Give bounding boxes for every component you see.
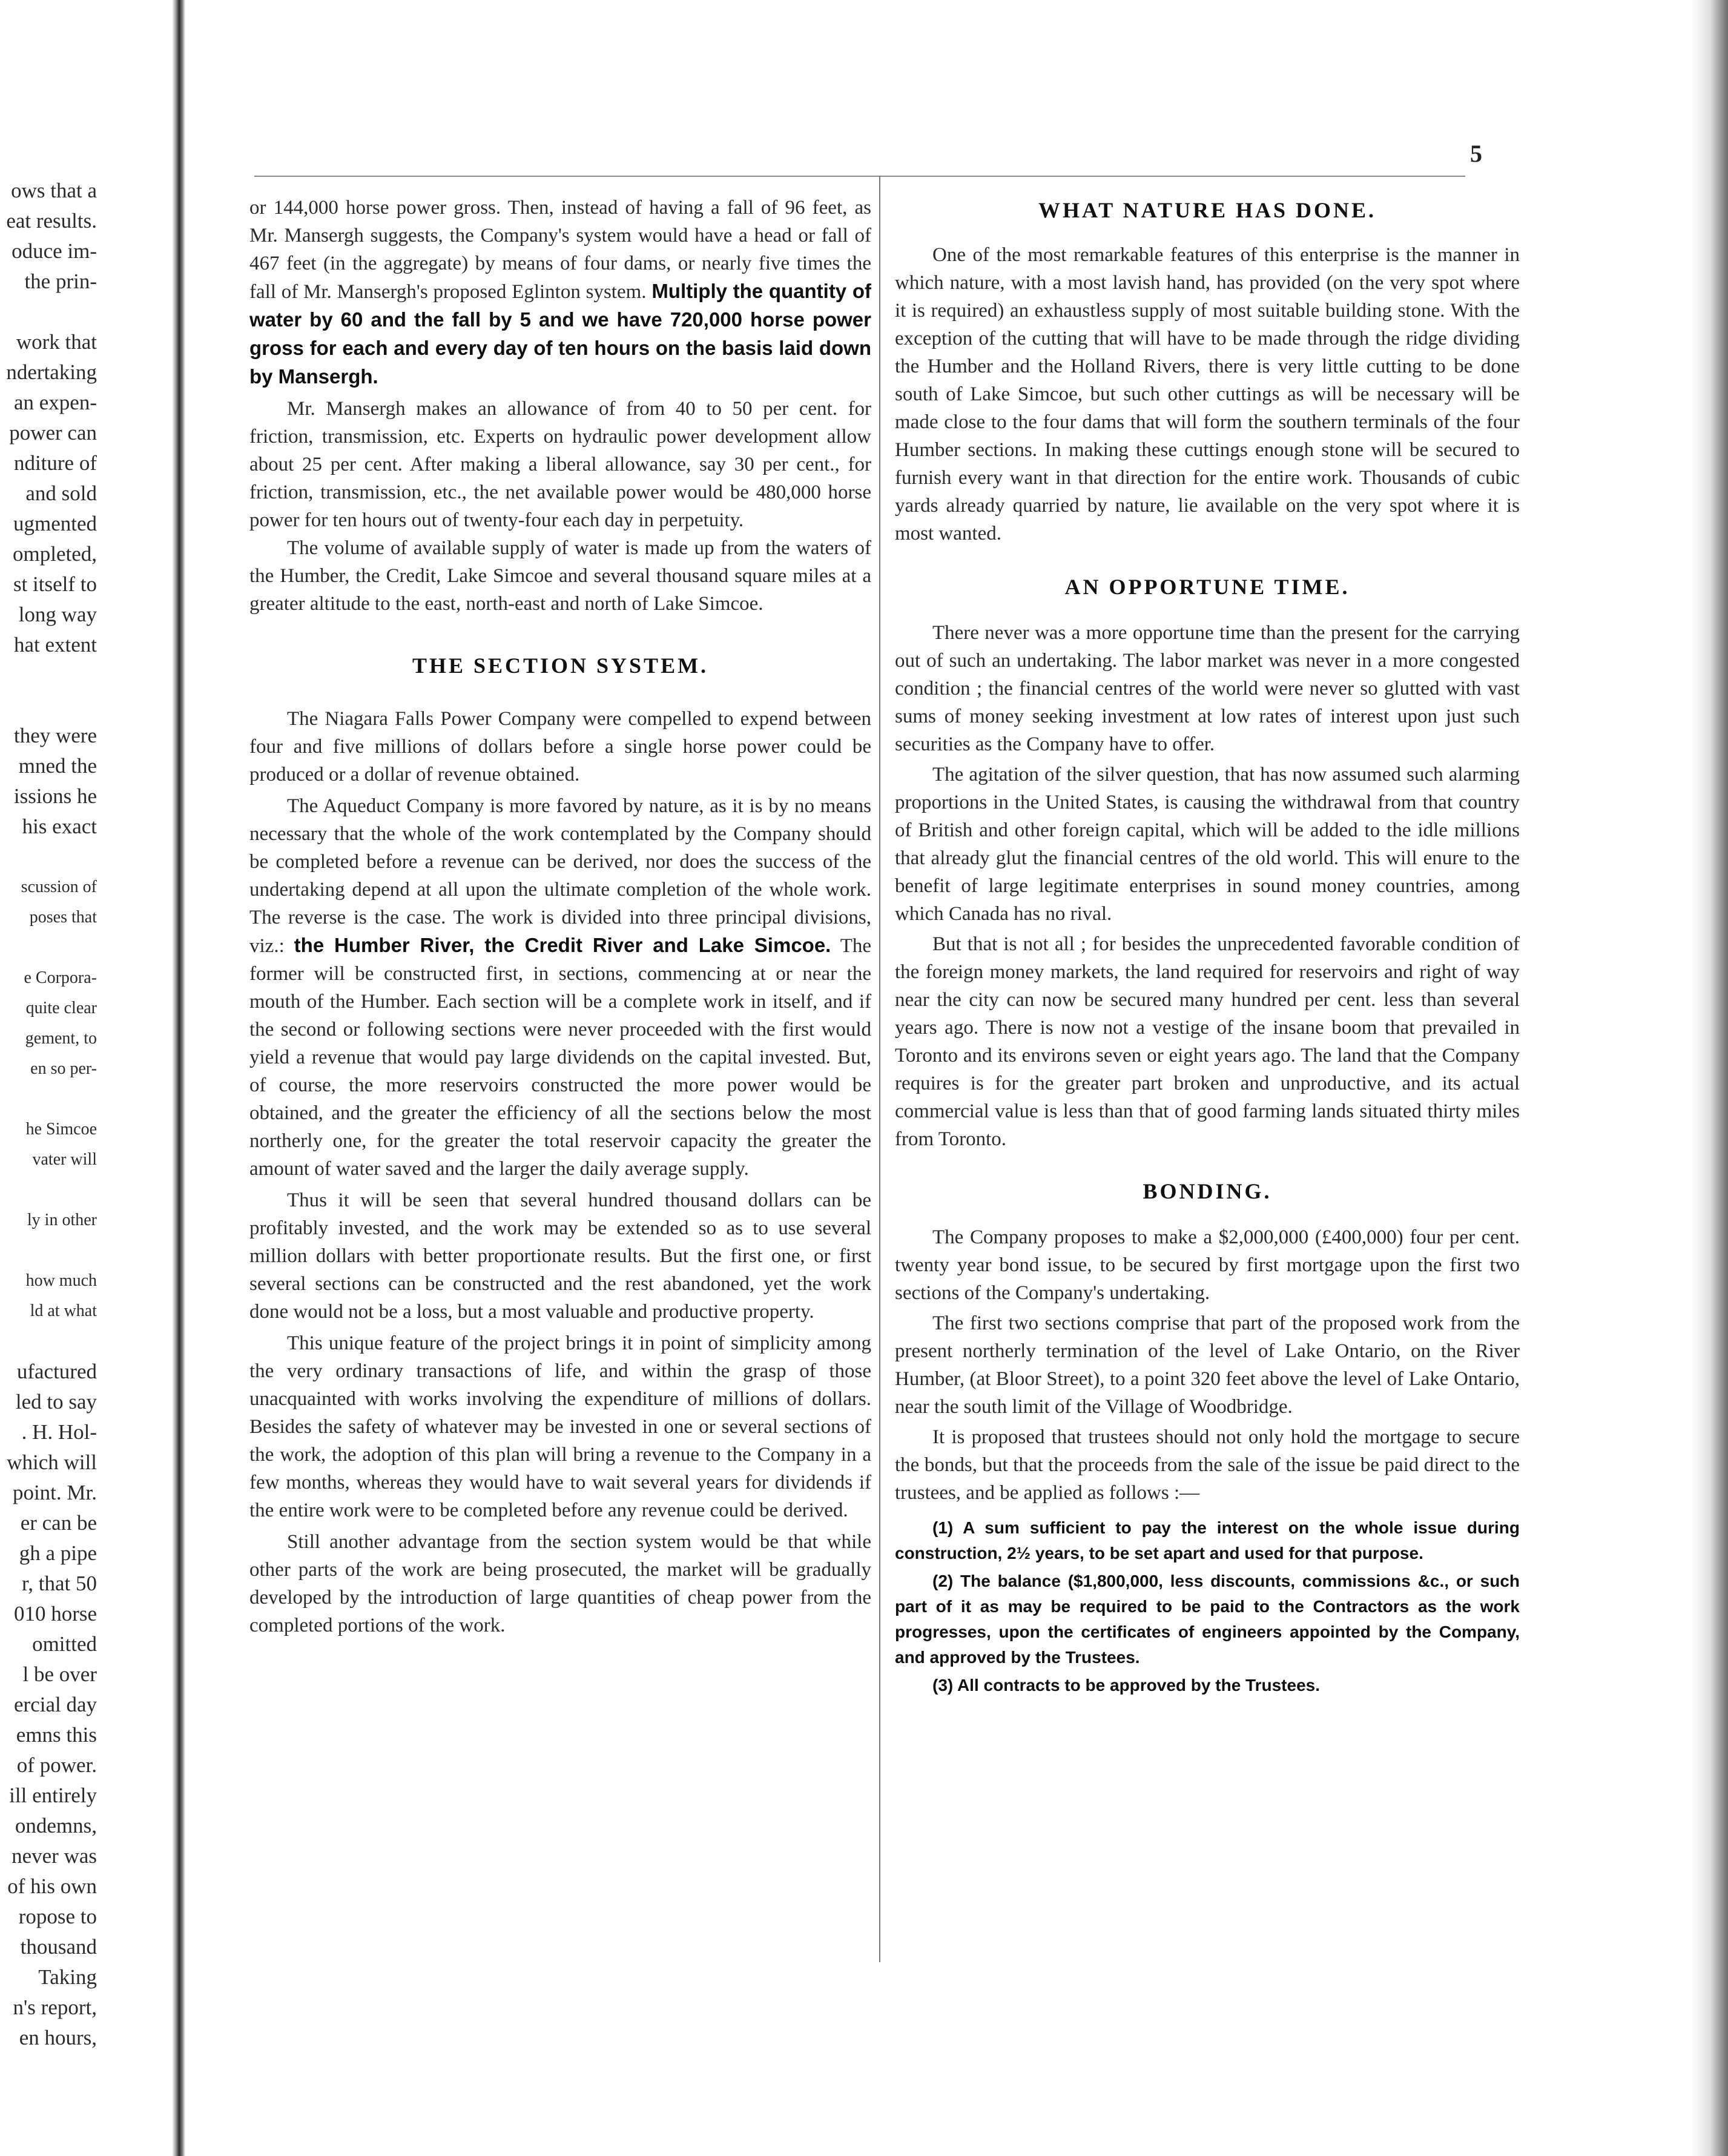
paragraph: The first two sections comprise that part of the proposed work from the present northerly termination of the level of Lake Ontario, on the River Humber, (at Bloor Street), to a point 320 feet above the level of Lake Ontario, near the south limit of the Village of Woodbridge.: [895, 1312, 1520, 1418]
fragment-line: [0, 1084, 97, 1114]
fragment-line: work that: [16, 330, 97, 354]
application-list: [895, 1515, 1520, 1698]
paragraph: Thus it will be seen that several hundred thousand dollars can be profitably invested, and the work may be extended so as to use several million dollars with better proportionate results. But the first one, or first several sections can be constructed and the rest abandoned, yet the work done would not be a loss, but a most valuable and productive property.: [249, 1189, 871, 1323]
fragment-line: er can be: [20, 1511, 97, 1535]
fragment-line: emns this: [16, 1723, 97, 1747]
section-heading: THE SECTION SYSTEM.: [412, 653, 709, 678]
header-rule: [254, 176, 1465, 177]
fragment-line: oduce im-: [12, 239, 97, 263]
fragment-line: [0, 1235, 97, 1266]
fragment-line: thousand: [20, 1935, 97, 1959]
fragment-line: [0, 660, 97, 690]
text-run: or 144,000 horse power gross. Then, instead of having a fall of 96 feet, as Mr. Mansergh suggests, the Company's system would have a head or fall of 467 feet (in the aggregate) by means of four dams, or nearly five times the fall of Mr. Mansergh's proposed Eglinton system.: [249, 197, 871, 303]
page-number: 5: [1470, 140, 1482, 167]
fragment-line: how much: [25, 1271, 97, 1290]
section-heading: BONDING.: [1143, 1179, 1272, 1203]
fragment-line: ompleted,: [13, 542, 97, 566]
fragment-line: never was: [12, 1844, 97, 1868]
section-heading: WHAT NATURE HAS DONE.: [1038, 198, 1377, 222]
fragment-line: [0, 297, 97, 327]
fragment-line: ugmented: [13, 512, 97, 535]
column-rule: [879, 176, 880, 1962]
fragment-line: omitted: [32, 1632, 97, 1656]
fragment-line: [0, 933, 97, 963]
fragment-line: 010 horse: [13, 1602, 97, 1625]
fragment-line: quite clear: [25, 999, 97, 1017]
text-run: The former will be constructed first, in sections, commencing at or near the mouth of the Humber. Each section will be a complete work in itself, and if the second or following sections were never proceeded with the first would yield a revenue that would pay large dividends on the capital invested. But, of course, the more reservoirs constructed the more power would be obtained, and the greater the efficiency of all the sections below the most northerly one, for the greater the total reservoir capacity the greater the amount of water saved and the larger the daily average supply.: [249, 935, 872, 1180]
emphasis-text: the Humber River, the Credit River and Lake Simcoe.: [294, 934, 831, 956]
fragment-line: mned the: [18, 754, 97, 778]
fragment-line: of his own: [7, 1874, 97, 1898]
fragment-line: his exact: [22, 815, 97, 838]
fragment-line: gement, to: [25, 1029, 97, 1048]
paragraph: The agitation of the silver question, that has now assumed such alarming proportions in the United States, is causing the withdrawal from that country of British and other foreign capital, which will be added to the idle millions that already glut the financial centres of the old world. This will enure to the benefit of large legitimate enterprises in sound money countries, among which Canada has no rival.: [895, 764, 1520, 925]
fragment-line: [0, 690, 97, 721]
fragment-line: ndertaking: [6, 360, 97, 384]
fragment-line: ld at what: [30, 1301, 97, 1320]
paragraph: [249, 194, 871, 391]
fragment-line: which will: [7, 1450, 97, 1474]
paragraph: There never was a more opportune time than the present for the carrying out of such an undertaking. The labor market was never in a more congested condition ; the financial centres of the world were never so glutted with vast sums of money seeking investment at low rates of interest upon just such securities as the Company have to offer.: [895, 622, 1520, 755]
fragment-line: scussion of: [21, 878, 97, 896]
fragment-line: vater will: [32, 1150, 97, 1169]
fragment-line: l be over: [22, 1662, 97, 1686]
emphasis-text: Multiply the quantity of water by 60 and the fall by 5 and we have 720,000 horse power gross for each and every day of ten hours on the basis laid down by Mansergh.: [249, 280, 871, 388]
fragment-line: eat results.: [6, 209, 97, 233]
fragment-line: and sold: [25, 481, 97, 505]
paragraph: One of the most remarkable features of this enterprise is the manner in which nature, with a most lavish hand, has provided (on the very spot where it is required) an exhaustless supply of most suitable building stone. With the exception of the cutting that will have to be made through the ridge dividing the Humber and the Holland Rivers, there is very little cutting to be done south of Lake Simcoe, but such other cuttings as will be necessary will be made close to the four dams that will form the southern terminals of the four Humber sections. In making these cuttings enough stone will be secured to furnish every want in that direction for the entire work. Thousands of cubic yards already quarried by nature, lie available on the very spot where it is most wanted.: [895, 244, 1520, 544]
fragment-line: en so per-: [30, 1059, 97, 1078]
paragraph: This unique feature of the project brings it in point of simplicity among the very ordinary transactions of life, and within the grasp of those unacquainted with works involving the expenditure of millions of dollars. Besides the safety of whatever may be invested in one or several sections of the work, the adoption of this plan will bring a revenue to the Company in a few months, whereas they would have to wait several years for dividends if the entire work were to be completed before any revenue could be derived.: [249, 1332, 871, 1521]
paragraph: Still another advantage from the section system would be that while other parts of the work are being prosecuted, the market will be gradually developed by the introduction of large quantities of cheap power from the completed portions of the work.: [249, 1531, 871, 1636]
fragment-line: n's report,: [13, 1996, 97, 2019]
paragraph: The volume of available supply of water is made up from the waters of the Humber, the Credit, Lake Simcoe and several thousand square miles at a greater altitude to the east, north-east and north of Lake Simcoe.: [249, 537, 871, 615]
column-2: [895, 194, 1520, 1698]
paragraph: The Niagara Falls Power Company were compelled to expend between four and five millions of dollars before a single horse power could be produced or a dollar of revenue obtained.: [249, 708, 871, 785]
binding-gutter: [172, 0, 185, 2156]
fragment-line: led to say: [15, 1390, 97, 1414]
fragment-line: point. Mr.: [12, 1481, 97, 1504]
list-item: (2) The balance ($1,800,000, less discounts, commissions &c., or such part of it as may be required to be paid to the Contractors as the work progresses, upon the certificates of engineers appointed by the Company, and approved by the Trustees.: [895, 1572, 1520, 1667]
fragment-line: nditure of: [13, 451, 97, 475]
fragment-line: Taking: [38, 1965, 97, 1989]
fragment-line: ows that a: [11, 179, 97, 202]
fragment-line: hat extent: [13, 633, 97, 656]
fragment-line: the prin-: [24, 270, 97, 293]
fragment-line: en hours,: [19, 2026, 97, 2049]
fragment-line: gh a pipe: [19, 1541, 97, 1565]
fragment-line: ly in other: [27, 1211, 97, 1229]
fragment-line: r, that 50: [22, 1572, 97, 1595]
fragment-line: they were: [13, 724, 97, 747]
list-item: (3) All contracts to be approved by the Trustees.: [932, 1676, 1320, 1695]
fragment-line: ondemns,: [15, 1814, 97, 1837]
fragment-line: ercial day: [14, 1693, 97, 1716]
fragment-line: power can: [9, 421, 97, 445]
fragment-line: an expen-: [13, 391, 97, 414]
text-run: The Aqueduct Company is more favored by nature, as it is by no means necessary that the whole of the work contemplated by the Company should be completed before a revenue can be derived, nor does the success of the undertaking depend at all upon the ultimate completion of the whole work. The reverse is the case. The work is divided into three principal divisions, viz.:: [249, 795, 871, 957]
fragment-line: . H. Hol-: [21, 1420, 97, 1444]
fragment-line: he Simcoe: [25, 1120, 97, 1139]
paragraph: The Company proposes to make a $2,000,000 (£400,000) four per cent. twenty year bond issue, to be secured by first mortgage upon the first two sections of the Company's undertaking.: [895, 1226, 1520, 1304]
paragraph: Mr. Mansergh makes an allowance of from 40 to 50 per cent. for friction, transmission, etc. Experts on hydraulic power development allow about 25 per cent. After making a liberal allowance, say 30 per cent., for friction, transmission, etc., the net available power would be 480,000 horse power for ten hours out of twenty-four each day in perpetuity.: [249, 398, 871, 531]
fragment-line: poses that: [29, 908, 97, 927]
left-page-fragment: [0, 176, 97, 2053]
fragment-line: st itself to: [13, 572, 97, 596]
fragment-line: [0, 842, 97, 872]
page-edge-shadow: [1692, 0, 1728, 2156]
section-heading: AN OPPORTUNE TIME.: [1064, 575, 1350, 599]
fragment-line: issions he: [13, 784, 97, 808]
paragraph: [249, 792, 871, 1183]
list-item: (1) A sum sufficient to pay the interest on the whole issue during construction, 2½ years, to be set apart and used for that purpose.: [895, 1518, 1520, 1562]
fragment-line: long way: [18, 603, 97, 626]
fragment-line: ufactured: [16, 1360, 97, 1383]
fragment-line: ill entirely: [9, 1784, 97, 1807]
fragment-line: [0, 1326, 97, 1357]
fragment-line: [0, 1175, 97, 1205]
fragment-line: of power.: [16, 1753, 97, 1777]
paragraph: It is proposed that trustees should not only hold the mortgage to secure the bonds, but that the proceeds from the sale of the issue be paid direct to the trustees, and be applied as follows :—: [895, 1426, 1520, 1504]
column-1: [249, 194, 871, 1639]
fragment-line: e Corpora-: [24, 968, 97, 987]
paragraph: But that is not all ; for besides the unprecedented favorable condition of the foreign money markets, the land required for reservoirs and right of way near the city can now be secured many hundred per cent. less than several years ago. There is now not a vestige of the insane boom that prevailed in Toronto and its environs seven or eight years ago. The land that the Company requires is for the greater part broken and unproductive, and its actual commercial value is less than that of good farming lands situated thirty miles from Toronto.: [895, 933, 1520, 1150]
fragment-line: ropose to: [18, 1905, 97, 1928]
